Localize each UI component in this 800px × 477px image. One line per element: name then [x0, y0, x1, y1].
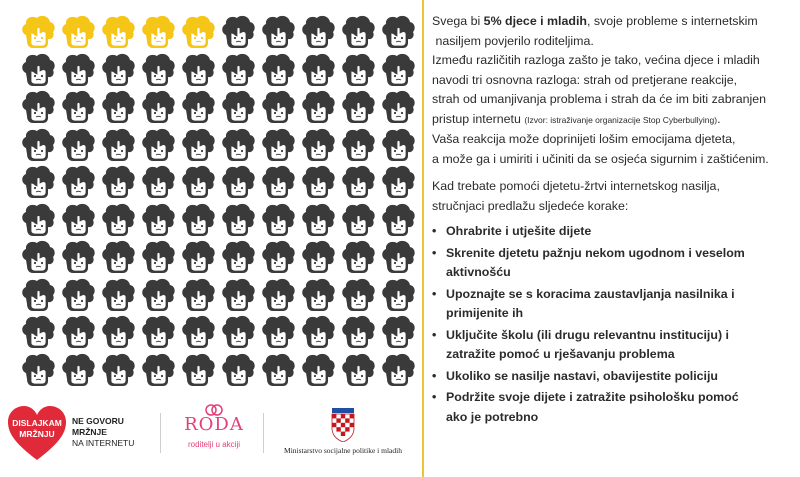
list-item: • Upoznajte se s koracima zaustavljanja nasilnika i primijenite ih — [432, 286, 735, 320]
face-icon — [220, 278, 256, 312]
face-icon — [300, 315, 336, 349]
face-icon — [300, 278, 336, 312]
face-icon — [60, 90, 96, 124]
face-icon — [380, 90, 416, 124]
face-icon — [100, 128, 136, 162]
face-icon — [220, 315, 256, 349]
face-icon — [20, 315, 56, 349]
paragraph-help: Kad trebate pomoći djetetu-žrtvi internetskog nasilja, stručnjaci predlažu sljedeće korake: — [432, 179, 720, 213]
bullet-icon: • — [432, 245, 437, 260]
face-icon — [180, 353, 216, 387]
face-icon — [140, 315, 176, 349]
face-icon — [380, 128, 416, 162]
heart-logo-text: DISLAJKAM MRŽNJU — [12, 418, 62, 439]
face-icon — [300, 15, 336, 49]
face-icon — [20, 353, 56, 387]
face-icon — [60, 315, 96, 349]
face-icon — [380, 53, 416, 87]
face-icon — [300, 353, 336, 387]
face-icon — [220, 53, 256, 87]
face-icon — [300, 240, 336, 274]
face-icon — [380, 15, 416, 49]
face-icon — [260, 15, 296, 49]
highlighted-face-icon — [20, 15, 56, 49]
face-icon — [380, 353, 416, 387]
face-icon — [140, 165, 176, 199]
face-icon — [20, 203, 56, 237]
face-icon — [340, 128, 376, 162]
face-icon — [220, 203, 256, 237]
face-icon — [260, 315, 296, 349]
list-item: • Ohrabrite i utješite dijete — [432, 222, 792, 242]
divider-line — [422, 0, 424, 477]
face-icon — [180, 278, 216, 312]
face-icon — [260, 353, 296, 387]
campaign-logo-text: NE GOVORU MRŽNJE NA INTERNETU — [72, 416, 135, 448]
face-icon — [60, 353, 96, 387]
face-icon — [220, 90, 256, 124]
face-icon — [140, 203, 176, 237]
face-icon — [220, 240, 256, 274]
paragraph-intro: Svega bi 5% djece i mladih, svoje probleme s internetskim nasiljem povjerilo roditeljima. — [432, 14, 758, 48]
face-icon — [60, 278, 96, 312]
face-icon — [60, 128, 96, 162]
highlighted-face-icon — [60, 15, 96, 49]
steps-list — [432, 222, 792, 427]
list-item: • Uključite školu (ili drugu relevantnu instituciju) i zatražite pomoć u rješavanju problema — [432, 327, 729, 361]
face-icon — [20, 240, 56, 274]
face-icon — [380, 165, 416, 199]
face-icon — [20, 128, 56, 162]
face-icon — [180, 203, 216, 237]
face-icon — [180, 315, 216, 349]
face-icon — [180, 53, 216, 87]
face-icon — [220, 165, 256, 199]
bullet-icon: • — [432, 368, 437, 383]
info-text — [432, 12, 792, 429]
face-icon — [220, 128, 256, 162]
face-icon — [100, 278, 136, 312]
face-icon — [180, 165, 216, 199]
face-icon — [340, 165, 376, 199]
face-icon — [300, 53, 336, 87]
face-icon — [100, 165, 136, 199]
face-icon — [340, 15, 376, 49]
face-icon — [340, 315, 376, 349]
face-icon — [100, 90, 136, 124]
paragraph-reaction: Vaša reakcija može doprinijeti lošim emocijama djeteta, a može ga i umiriti i učiniti da se osjeća sigurnim i zaštićenim. — [432, 132, 769, 166]
face-icon — [340, 353, 376, 387]
face-icon — [260, 90, 296, 124]
face-icon — [60, 203, 96, 237]
face-icon — [340, 278, 376, 312]
highlighted-face-icon — [100, 15, 136, 49]
highlighted-face-icon — [180, 15, 216, 49]
face-icon — [260, 128, 296, 162]
face-icon — [300, 203, 336, 237]
face-icon — [20, 90, 56, 124]
list-item: • Ukoliko se nasilje nastavi, obavijestite policiju — [432, 367, 792, 387]
list-item: • Skrenite djetetu pažnju nekom ugodnom i veselom aktivnošću — [432, 245, 745, 279]
face-icon — [60, 240, 96, 274]
face-icon — [340, 203, 376, 237]
face-icon — [300, 165, 336, 199]
face-icon — [100, 315, 136, 349]
face-icon — [260, 53, 296, 87]
face-icon — [300, 128, 336, 162]
croatian-coat-of-arms-icon — [330, 408, 356, 442]
face-icon — [340, 90, 376, 124]
face-icon — [380, 203, 416, 237]
face-icon — [100, 353, 136, 387]
paragraph-reasons: Između različitih razloga zašto je tako, većina djece i mladih navodi tri osnovna razloga: strah od pretjerane reakcije, strah od umanjivanja problema i strah da će im biti zabranjen pristup internetu (Izvor: istraživanje organizacije Stop Cyberbullying). — [432, 53, 767, 126]
list-item: • Podržite svoje dijete i zatražite psihološku pomoć ako je potrebno — [432, 390, 739, 424]
ministry-logo: Ministarstvo socijalne politike i mladih — [268, 408, 418, 463]
face-icon — [100, 240, 136, 274]
bullet-icon: • — [432, 390, 437, 404]
face-icon — [340, 53, 376, 87]
face-icon — [380, 278, 416, 312]
face-icon — [380, 240, 416, 274]
face-icon — [260, 240, 296, 274]
face-icon — [180, 90, 216, 124]
face-icon — [100, 203, 136, 237]
bullet-icon: • — [432, 224, 437, 238]
highlighted-face-icon — [140, 15, 176, 49]
face-icon — [180, 128, 216, 162]
face-icon — [20, 53, 56, 87]
logo-separator — [263, 413, 264, 453]
face-icon — [140, 278, 176, 312]
face-icon — [140, 128, 176, 162]
face-icon — [20, 165, 56, 199]
face-icon — [220, 15, 256, 49]
face-icon — [260, 203, 296, 237]
face-icon — [380, 315, 416, 349]
face-icon — [300, 90, 336, 124]
face-icon — [340, 240, 376, 274]
face-icon — [60, 53, 96, 87]
face-icon — [140, 240, 176, 274]
bullet-icon: • — [432, 327, 437, 342]
face-icon — [140, 90, 176, 124]
source-note: (Izvor: istraživanje organizacije Stop Cyberbullying) — [524, 114, 718, 125]
face-icon — [60, 165, 96, 199]
face-icon — [140, 353, 176, 387]
face-icon — [100, 53, 136, 87]
bullet-icon: • — [432, 286, 437, 301]
face-grid — [20, 15, 420, 390]
face-icon — [180, 240, 216, 274]
roda-logo: RODA roditelji u akciji — [168, 402, 260, 466]
face-icon — [220, 353, 256, 387]
face-icon — [140, 53, 176, 87]
logo-separator — [160, 413, 161, 453]
face-icon — [260, 165, 296, 199]
face-icon — [20, 278, 56, 312]
face-icon — [260, 278, 296, 312]
highlight-percent: 5% djece i mladih — [483, 14, 587, 28]
